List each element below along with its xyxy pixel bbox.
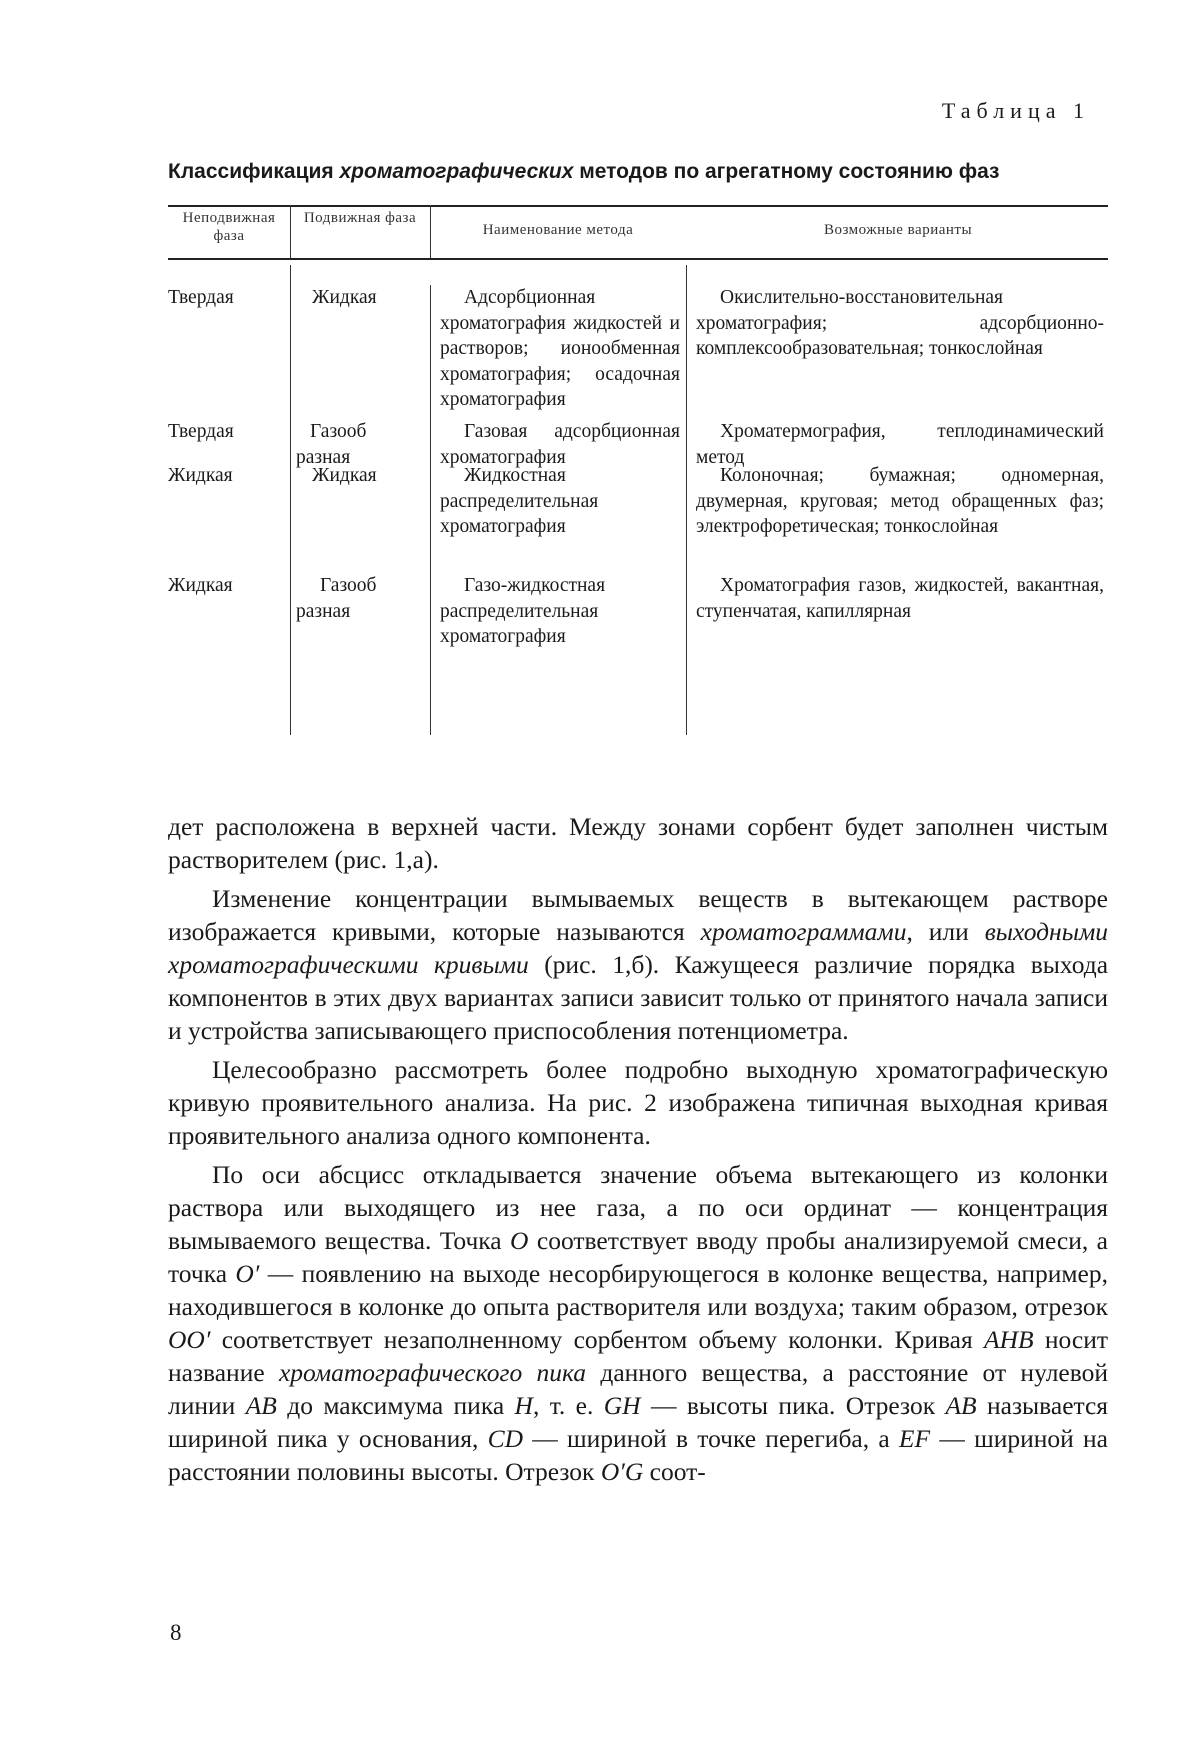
p4-text-k: — шириной в точке перегиба, а (523, 1424, 899, 1453)
paragraph-1: дет расположена в верхней части. Между зонами сорбент будет заполнен чистым растворителем (рис. 1,а). (168, 812, 1108, 874)
p2-text-a: Изменение концентрации вымываемых веществ в вытекающем растворе изображается кривыми, которые называются (168, 884, 1108, 946)
row3-stationary: Жидкая (168, 465, 233, 486)
row4-method: Газо-жидкостная распределительная хроматография (440, 575, 606, 647)
row1-stationary: Твердая (168, 287, 234, 308)
row2-stationary: Твердая (168, 421, 234, 442)
term-chromatographic-peak: хроматографического пика (278, 1358, 587, 1387)
symbol-O-prime: O′ (235, 1259, 260, 1288)
paragraph-4 (168, 1158, 1108, 1488)
p4-text-i: — высоты пика. Отрезок (640, 1391, 946, 1420)
symbol-AB-2: AB (945, 1391, 977, 1420)
p2-text-c: (рис. 1,б). Кажущееся различие порядка выхода компонентов в этих двух вариантах записи зависит только от принятого начала записи и устройства записывающего приспособления потенциометра. (168, 950, 1109, 1045)
p2-text-b: , или (906, 917, 985, 946)
row2-mobile: Газообразная (296, 421, 367, 468)
symbol-CD: CD (487, 1424, 524, 1453)
p4-text-b: соответствует вводу пробы анализируемой смеси, а точка (168, 1226, 1108, 1288)
row3-method: Жидкостная распределительная хроматография (440, 465, 599, 537)
symbol-H: H (514, 1391, 533, 1420)
row3-mobile: Жидкая (312, 465, 377, 486)
symbol-O: O (510, 1226, 529, 1255)
p4-text-a: По оси абсцисс откладывается значение объема вытекающего из колонки раствора или выходящего из нее газа, а по оси ординат — концентрация вымываемого вещества. Точка (168, 1160, 1108, 1255)
p4-text-c: — появлению на выходе несорбирующегося в колонке вещества, например, находившегося в колонке до опыта растворителя или воздуха; таким образом, отрезок (168, 1259, 1108, 1321)
row1-method: Адсорбционная хроматография жидкостей и растворов; ионообменная хроматография; осадочная хроматография (440, 287, 680, 410)
table-caption-suffix: методов по агрегатному состоянию фаз (573, 160, 1000, 183)
table-top-rule (168, 205, 1108, 207)
column-divider-1 (290, 265, 291, 735)
row1-mobile: Жидкая (312, 287, 377, 308)
symbol-AB: AB (245, 1391, 277, 1420)
table-caption-prefix: Классификация (168, 160, 340, 183)
page-number: 8 (170, 1620, 182, 1645)
table-caption-italic: хроматографических (339, 160, 574, 183)
header-divider-2 (430, 205, 431, 258)
table-label: Таблица 1 (941, 98, 1090, 123)
column-divider-3 (686, 265, 687, 735)
row1-variants: Окислительно-восстановительная хроматография; адсорбционно-комплексообразовательная; тонкослойная (696, 287, 1104, 359)
paragraph-2 (168, 882, 1108, 1047)
symbol-EF: EF (898, 1424, 931, 1453)
column-divider-2 (430, 285, 431, 735)
symbol-OO-prime: OO′ (168, 1325, 211, 1354)
row2-method: Газовая адсорбционная хроматография (440, 421, 680, 468)
symbol-GH: GH (603, 1391, 641, 1420)
p4-text-j: называется шириной пика у основания, (168, 1391, 1109, 1453)
row4-variants: Хроматография газов, жидкостей, вакантная, ступенчатая, капиллярная (696, 575, 1104, 622)
term-chromatograms: хроматограммами (700, 917, 907, 946)
row4-stationary: Жидкая (168, 575, 233, 596)
term-output-curves: выходными хроматографическими кривыми (168, 917, 1108, 979)
p4-text-l: — шириной на расстоянии половины высоты. Отрезок (168, 1424, 1108, 1486)
p4-text-h: , т. е. (532, 1391, 604, 1420)
table-caption (168, 160, 1118, 184)
classification-table (168, 205, 1108, 735)
p4-text-g: до максимума пика (276, 1391, 515, 1420)
row4-mobile: Газообразная (296, 575, 377, 622)
header-variants: Возможные варианты (823, 222, 973, 238)
row2-variants: Хроматермография, теплодинамический метод (696, 421, 1104, 468)
symbol-AHB: AHB (984, 1325, 1034, 1354)
p4-text-e: носит название (168, 1325, 1108, 1387)
header-method-name: Наименование метода (482, 222, 634, 238)
p4-text-f: данного вещества, а расстояние от нулевой линии (168, 1358, 1109, 1420)
symbol-O-prime-G: O′G (600, 1457, 644, 1486)
body-text (168, 810, 1108, 1488)
p4-text-m: соот- (643, 1457, 706, 1486)
paragraph-3: Целесообразно рассмотреть более подробно выходную хроматографическую кривую проявительного анализа. На рис. 2 изображена типичная выходная кривая проявительного анализа одного компонента. (168, 1055, 1108, 1150)
header-divider-1 (290, 205, 291, 258)
row3-variants: Колоночная; бумажная; одномерная, двумерная, круговая; метод обращенных фаз; электрофоретическая; тонкослойная (696, 465, 1104, 537)
p4-text-d: соответствует незаполненному сорбентом объему колонки. Кривая (210, 1325, 984, 1354)
table-header-rule (168, 258, 1108, 260)
header-stationary-phase: Неподвижная фаза (182, 210, 276, 244)
header-mobile-phase: Подвижная фаза (303, 210, 417, 226)
